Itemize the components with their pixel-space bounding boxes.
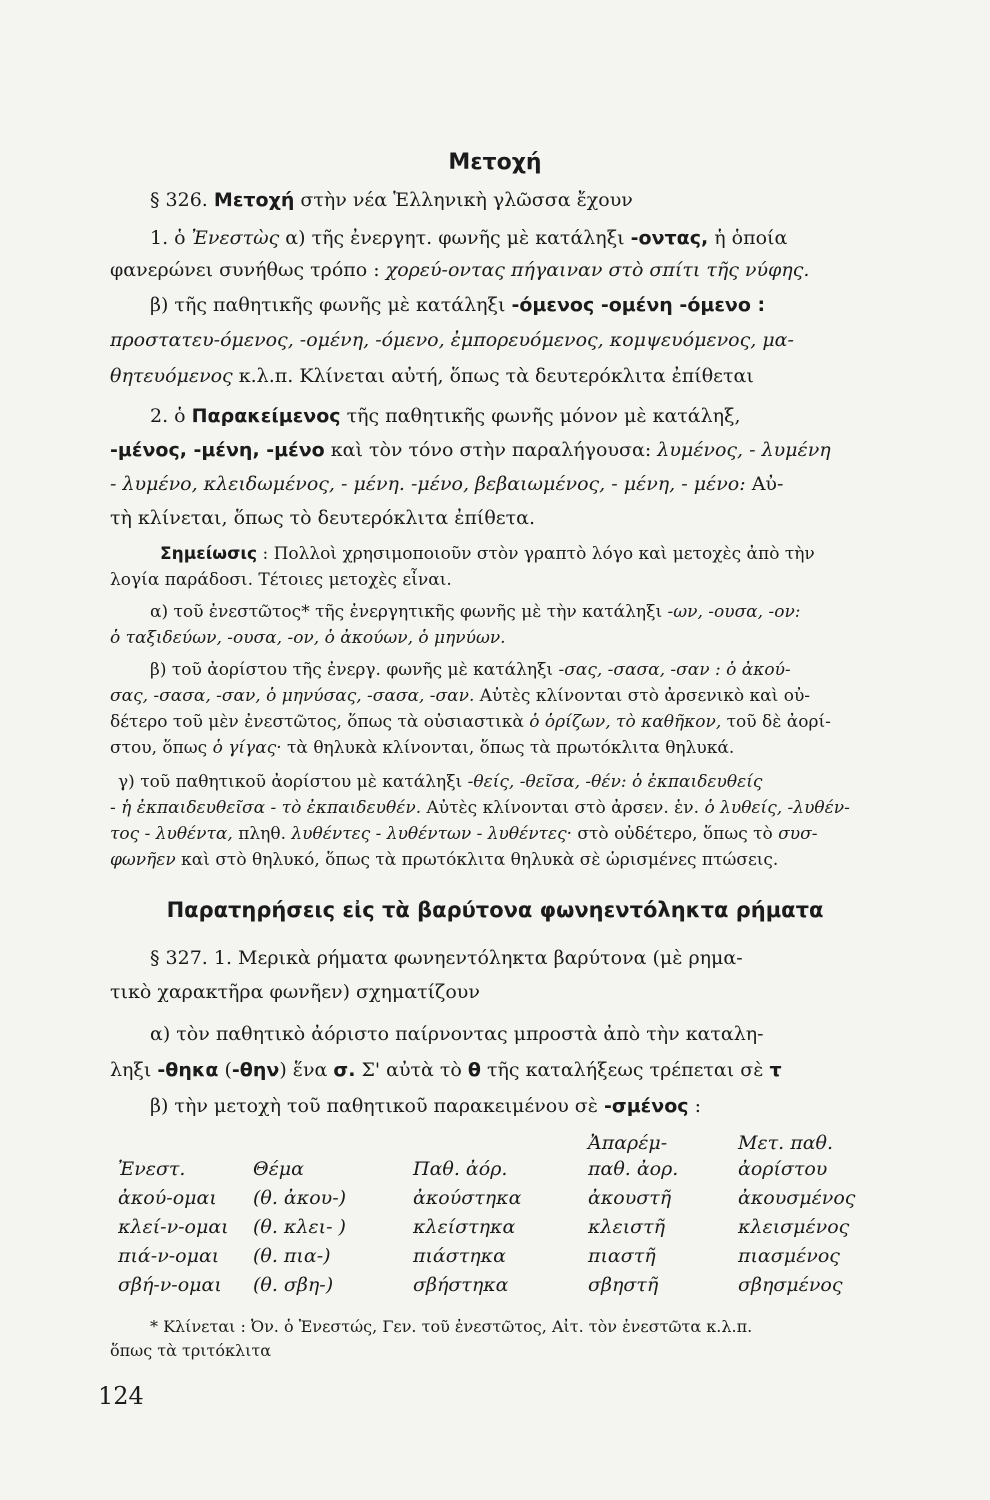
example-italic: - ἡ ἐκπαιδευθεῖσα - τὸ ἐκπαιδευθέν.	[110, 798, 422, 818]
note-line: ὁ ταξιδεύων, -ουσα, -ον, ὁ ἀκούων, ὁ μηνύων.	[110, 628, 506, 648]
ending-italic: -σας, -σασα, -σαν : ὁ ἀκού-	[558, 660, 791, 680]
text: κ.λ.π. Κλίνεται αὐτή, ὅπως τὰ δευτερόκλιτα ἐπίθεται	[238, 365, 754, 387]
section-intro: στὴν νέα Ἑλληνικὴ γλῶσσα ἔχουν	[300, 189, 633, 211]
table-header-cell: παθ. ἀορ.	[588, 1158, 679, 1180]
text-italic: Ἐνεστὼς	[191, 227, 280, 249]
table-cell: σβηστῆ	[588, 1274, 659, 1296]
example-italic: ὁ λυθείς, -λυθέν-	[704, 798, 850, 818]
text: δέτερο τοῦ μὲν ἐνεστῶτος, ὅπως τὰ οὐσιαστικὰ	[110, 712, 524, 732]
text: πληθ.	[238, 824, 286, 844]
paragraph-line: α) τὸν παθητικὸ ἀόριστο παίρνοντας μπροστὰ ἀπὸ τὴν καταλη-	[150, 1023, 764, 1045]
table-cell: κλεισμένος	[738, 1216, 850, 1238]
text: γ) τοῦ παθητικοῦ ἀορίστου μὲ κατάληξι	[118, 772, 463, 792]
paragraph-line	[110, 258, 930, 282]
letter-bold: τ	[769, 1059, 782, 1081]
table-cell: ἀκού-ομαι	[118, 1187, 217, 1209]
text: α) τοῦ ἐνεστῶτος* τῆς ἐνεργητικῆς φωνῆς μὲ τὴν κατάληξι	[150, 602, 663, 622]
paragraph-line: § 327. 1. Μερικὰ ρήματα φωνηεντόληκτα βαρύτονα (μὲ ρημα-	[150, 947, 743, 969]
paragraph-line: προστατευ-όμενος, -ομένη, -όμενο, ἐμπορευόμενος, κομψευόμενος, μα-	[110, 329, 794, 351]
example-italic: λυμένος, - λυμένη	[657, 439, 831, 461]
note-line	[110, 736, 930, 760]
table-header-cell	[253, 1128, 413, 1154]
ending-bold: -όμενος -ομένη -όμενο :	[511, 294, 766, 316]
text: α) τῆς ἐνεργητ. φωνῆς μὲ κατάληξι	[285, 227, 625, 249]
ending-bold: -θηκα	[157, 1059, 219, 1081]
table-cell: ἀκούστηκα	[413, 1187, 522, 1209]
table-header-cell	[118, 1128, 253, 1154]
example-italic: τος - λυθέντα,	[110, 824, 233, 844]
table-cell: πιαστῆ	[588, 1245, 656, 1267]
section-326-heading	[150, 188, 970, 212]
text: στὸ οὐδέτερο, ὅπως τὸ	[577, 824, 773, 844]
text: ) ἕνα	[279, 1059, 328, 1081]
letter-bold: σ.	[333, 1059, 356, 1081]
paragraph-line	[150, 293, 970, 317]
note-line	[110, 710, 930, 734]
example-italic: ὁ ὁρίζων, τὸ καθῆκον,	[529, 712, 722, 732]
table-cell: κλείστηκα	[413, 1216, 516, 1238]
table-cell: (θ. πια-)	[253, 1245, 331, 1267]
example-italic: - λυμένο, κλειδωμένος, - μένη. -μένο, βεβαιωμένος, - μένη, - μένο:	[110, 473, 746, 495]
text: τῆς καταλήξεως τρέπεται σὲ	[487, 1059, 764, 1081]
paragraph-line	[110, 472, 930, 496]
table-header-cell: Ἀπαρέμ-	[588, 1132, 668, 1154]
ending-italic: -θείς, -θεῖσα, -θέν: ὁ ἐκπαιδευθείς	[467, 772, 763, 792]
ending-bold: -θην	[231, 1059, 280, 1081]
text: στου, ὅπως	[110, 738, 208, 758]
text: 1. ὁ	[150, 227, 186, 249]
table-cell: σβήστηκα	[413, 1274, 509, 1296]
text: :	[694, 1095, 701, 1117]
text: Αὐτὲς κλίνονται στὸ ἀρσεν. ἑν.	[426, 798, 700, 818]
table-cell: (θ. κλει- )	[253, 1216, 346, 1238]
note-line	[160, 542, 980, 566]
paragraph-line	[150, 226, 970, 250]
section-title: Μετοχή	[213, 189, 295, 211]
footnote-line: * Κλίνεται : Ὀν. ὁ Ἐνεστώς, Γεν. τοῦ ἐνεστῶτος, Αἰτ. τὸν ἐνεστῶτα κ.λ.π.	[150, 1317, 753, 1336]
table-cell: κλειστῆ	[588, 1216, 666, 1238]
text: : Πολλοὶ χρησιμοποιοῦν στὸν γραπτὸ λόγο καὶ μετοχὲς ἀπὸ τὴν	[262, 544, 815, 564]
text: φανερώνει συνήθως τρόπο :	[110, 259, 380, 281]
ending-italic: -ων, -ουσα, -ον:	[667, 602, 801, 622]
note-line	[110, 848, 930, 872]
note-label: Σημείωσις	[160, 544, 258, 564]
example-italic: λυθέντες - λυθέντων - λυθέντες·	[291, 824, 573, 844]
note-line	[118, 770, 938, 794]
text: Αὐτὲς κλίνονται στὸ ἀρσενικὸ καὶ οὐ-	[479, 686, 811, 706]
table-cell: σβησμένος	[738, 1274, 843, 1296]
text: β) τοῦ ἀορίστου τῆς ἐνεργ. φωνῆς μὲ κατάληξι	[150, 660, 554, 680]
table-row	[118, 1238, 898, 1267]
text: (	[224, 1059, 232, 1081]
text: τῆς παθητικῆς φωνῆς μόνον μὲ κατάληξ,	[346, 405, 741, 427]
text: β) τῆς παθητικῆς φωνῆς μὲ κατάληξι	[150, 294, 506, 316]
note-line	[110, 684, 930, 708]
table-cell: πιασμένος	[738, 1245, 840, 1267]
table-header-cell	[413, 1128, 588, 1154]
example-italic: θητευόμενος	[110, 365, 233, 387]
table-header-cell: Ἐνεστ.	[118, 1158, 186, 1180]
table-row	[118, 1209, 898, 1238]
text: τοῦ δὲ ἀορί-	[726, 712, 831, 732]
text: Σ' αὐτὰ τὸ	[361, 1059, 462, 1081]
example-italic: συσ-	[778, 824, 818, 844]
section-number: § 326.	[150, 189, 208, 211]
table-cell: κλεί-ν-ομαι	[118, 1216, 229, 1238]
note-line	[110, 822, 930, 846]
table-header-row	[118, 1154, 898, 1180]
example-italic: ὁ γίγας·	[212, 738, 282, 758]
example-italic: φωνῆεν	[110, 850, 176, 870]
table-cell: ἀκουστῆ	[588, 1187, 672, 1209]
note-line	[110, 796, 930, 820]
table-cell: πιά-ν-ομαι	[118, 1245, 220, 1267]
paragraph-line: τὴ κλίνεται, ὅπως τὸ δευτερόκλιτα ἐπίθετα.	[110, 507, 535, 529]
text: Αὐ-	[751, 473, 784, 495]
table-header-row-top	[118, 1128, 898, 1154]
paragraph-line	[150, 404, 970, 428]
table-header-cell: ἀορίστου	[738, 1158, 828, 1180]
text: τὰ θηλυκὰ κλίνονται, ὅπως τὰ πρωτόκλιτα θηλυκά.	[287, 738, 735, 758]
letter-bold: θ	[467, 1059, 481, 1081]
section-heading: Παρατηρήσεις εἰς τὰ βαρύτονα φωνηεντόληκτα ρήματα	[166, 898, 824, 922]
ending-bold: -σμένος	[604, 1095, 689, 1117]
text: καὶ στὸ θηλυκό, ὅπως τὰ πρωτόκλιτα θηλυκὰ σὲ ὡρισμένες πτώσεις.	[181, 850, 779, 870]
table-cell: ἀκουσμένος	[738, 1187, 856, 1209]
text: καὶ τὸν τόνο στὴν παραλήγουσα:	[330, 439, 652, 461]
paragraph-line: τικὸ χαρακτῆρα φωνῆεν) σχηματίζουν	[110, 981, 480, 1003]
text: β) τὴν μετοχὴ τοῦ παθητικοῦ παρακειμένου σὲ	[150, 1095, 598, 1117]
table-cell: (θ. ἀκου-)	[253, 1187, 347, 1209]
footnote-line: ὅπως τὰ τριτόκλιτα	[110, 1341, 272, 1360]
term-bold: Παρακείμενος	[191, 405, 341, 427]
paragraph-line	[150, 1094, 970, 1118]
text: ληξι	[110, 1059, 152, 1081]
note-line: λογία παράδοσι. Τέτοιες μετοχὲς εἶναι.	[110, 570, 452, 590]
table-cell: σβή-ν-ομαι	[118, 1274, 222, 1296]
table-row	[118, 1180, 898, 1209]
text: ἡ ὁποία	[714, 227, 788, 249]
note-line	[150, 600, 970, 624]
conjugation-table	[118, 1128, 898, 1296]
ending-bold: -οντας,	[630, 227, 709, 249]
table-cell: (θ. σβη-)	[253, 1274, 334, 1296]
note-line	[150, 658, 970, 682]
page-number: 124	[98, 1382, 144, 1410]
table-header-cell: Θέμα	[253, 1158, 304, 1180]
paragraph-line	[110, 364, 930, 388]
table-header-cell: Παθ. ἀόρ.	[413, 1158, 508, 1180]
paragraph-line	[110, 438, 930, 462]
ending-bold: -μένος, -μένη, -μένο	[110, 439, 325, 461]
page-title: Μετοχή	[448, 150, 542, 175]
example-italic: χορεύ-οντας πήγαιναν στὸ σπίτι τῆς νύφης.	[385, 259, 810, 281]
table-row	[118, 1267, 898, 1296]
example-italic: σας, -σασα, -σαν, ὁ μηνύσας, -σασα, -σαν.	[110, 686, 475, 706]
paragraph-line	[110, 1058, 930, 1082]
table-header-cell: Μετ. παθ.	[738, 1132, 834, 1154]
text: 2. ὁ	[150, 405, 186, 427]
table-cell: πιάστηκα	[413, 1245, 506, 1267]
